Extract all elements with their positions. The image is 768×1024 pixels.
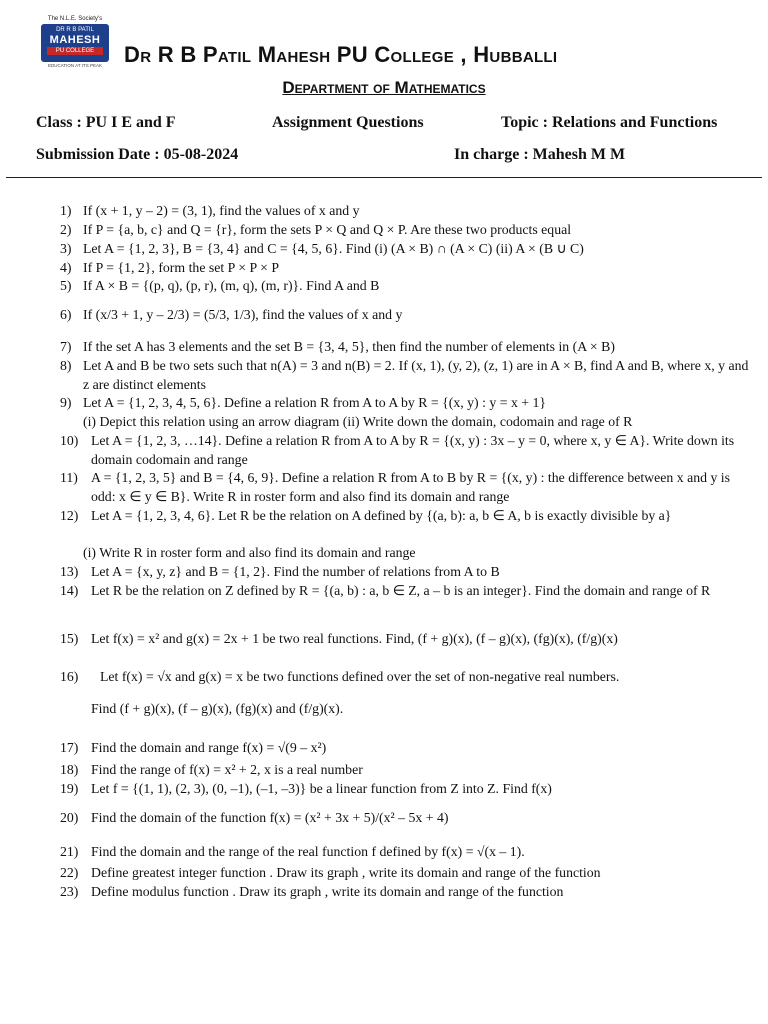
- logo-line2: MAHESH: [49, 34, 101, 46]
- question-item: 13) Let A = {x, y, z} and B = {1, 2}. Find the number of relations from A to B: [60, 564, 500, 579]
- question-item: 14) Let R be the relation on Z defined by R = {(a, b) : a, b ∈ Z, a – b is an integer}. Find the domain and range of R: [60, 583, 711, 598]
- logo-line1: DR R B PATIL: [56, 27, 94, 33]
- question-item: 20) Find the domain of the function f(x) = (x² + 3x + 5)/(x² – 5x + 4): [60, 810, 449, 825]
- topic-info: Topic : Relations and Functions: [501, 114, 718, 131]
- incharge-info: In charge : Mahesh M M: [454, 146, 626, 163]
- question-item: 23) Define modulus function . Draw its graph , write its domain and range of the function: [60, 884, 564, 899]
- submission-date: Submission Date : 05-08-2024: [36, 146, 239, 163]
- logo-tagline: EDUCATION AT ITS PEAK: [47, 63, 102, 68]
- question-item: 4) If P = {1, 2}, form the set P × P × P: [60, 260, 280, 275]
- question-item: 15) Let f(x) = x² and g(x) = 2x + 1 be two real functions. Find, (f + g)(x), (f – g)(x), (fg)(x), (f/g)(x): [60, 631, 618, 646]
- question-item: 8) Let A and B be two sets such that n(A) = 3 and n(B) = 2. If (x, 1), (y, 2), (z, 1) are in A × B, find A and B, where x, y and z are distinct elements: [60, 358, 749, 392]
- logo-shield: [41, 24, 109, 62]
- question-item: 21) Find the domain and the range of the real function f defined by f(x) = √(x – 1).: [60, 844, 525, 859]
- question-item: 18) Find the range of f(x) = x² + 2, x is a real number: [60, 762, 363, 777]
- question-item: 2) If P = {a, b, c} and Q = {r}, form the sets P × Q and Q × P. Are these two products equal: [60, 222, 572, 237]
- question-item-continued: (i) Write R in roster form and also find its domain and range: [83, 545, 416, 560]
- header-divider: [6, 177, 762, 178]
- question-item: 10) Let A = {1, 2, 3, …14}. Define a relation R from A to A by R = {(x, y) : 3x – y = 0, where x, y ∈ A}. Write down its domain codomain and range: [60, 433, 735, 467]
- question-item: 12) Let A = {1, 2, 3, 4, 6}. Let R be the relation on A defined by {(a, b): a, b ∈ A, b is exactly divisible by a}: [60, 508, 672, 523]
- logo-line3: PU COLLEGE: [47, 47, 103, 55]
- department-title: Department of Mathematics: [282, 78, 486, 97]
- question-item-continued: (i) Depict this relation using an arrow diagram (ii) Write down the domain, codomain and rage of R: [83, 414, 633, 429]
- question-item: 1) If (x + 1, y – 2) = (3, 1), find the values of x and y: [60, 203, 360, 218]
- question-item: 17) Find the domain and range f(x) = √(9 – x²): [60, 740, 327, 755]
- question-item: 16) Let f(x) = √x and g(x) = x be two functions defined over the set of non-negative real numbers.: [60, 669, 620, 684]
- question-item: 9) Let A = {1, 2, 3, 4, 5, 6}. Define a relation R from A to A by R = {(x, y) : y = x + 1}: [60, 395, 547, 410]
- college-logo: [37, 16, 113, 70]
- question-item-continued: Find (f + g)(x), (f – g)(x), (fg)(x) and (f/g)(x).: [91, 701, 344, 716]
- question-item: 19) Let f = {(1, 1), (2, 3), (0, –1), (–1, –3)} be a linear function from Z into Z. Find f(x): [60, 781, 552, 796]
- logo-society: The N.L.E. Society's: [47, 16, 103, 22]
- assignment-label: Assignment Questions: [272, 114, 424, 131]
- question-item: 11) A = {1, 2, 3, 5} and B = {4, 6, 9}. Define a relation R from A to B by R = {(x, y) : the difference between x and y is odd: x ∈ y ∈ B}. Write R in roster form and also find its domain and range: [60, 470, 731, 504]
- question-item: 7) If the set A has 3 elements and the set B = {3, 4, 5}, then find the number of elements in (A × B): [60, 339, 615, 354]
- question-item: 5) If A × B = {(p, q), (p, r), (m, q), (m, r)}. Find A and B: [60, 278, 380, 293]
- college-title: Dr R B Patil Mahesh PU College , Hubballi: [124, 42, 558, 67]
- question-item: 6) If (x/3 + 1, y – 2/3) = (5/3, 1/3), find the values of x and y: [60, 307, 403, 322]
- class-info: Class : PU I E and F: [36, 114, 176, 131]
- question-item: 22) Define greatest integer function . Draw its graph , write its domain and range of the function: [60, 865, 601, 880]
- question-item: 3) Let A = {1, 2, 3}, B = {3, 4} and C = {4, 5, 6}. Find (i) (A × B) ∩ (A × C) (ii) A × (B ∪ C): [60, 241, 584, 256]
